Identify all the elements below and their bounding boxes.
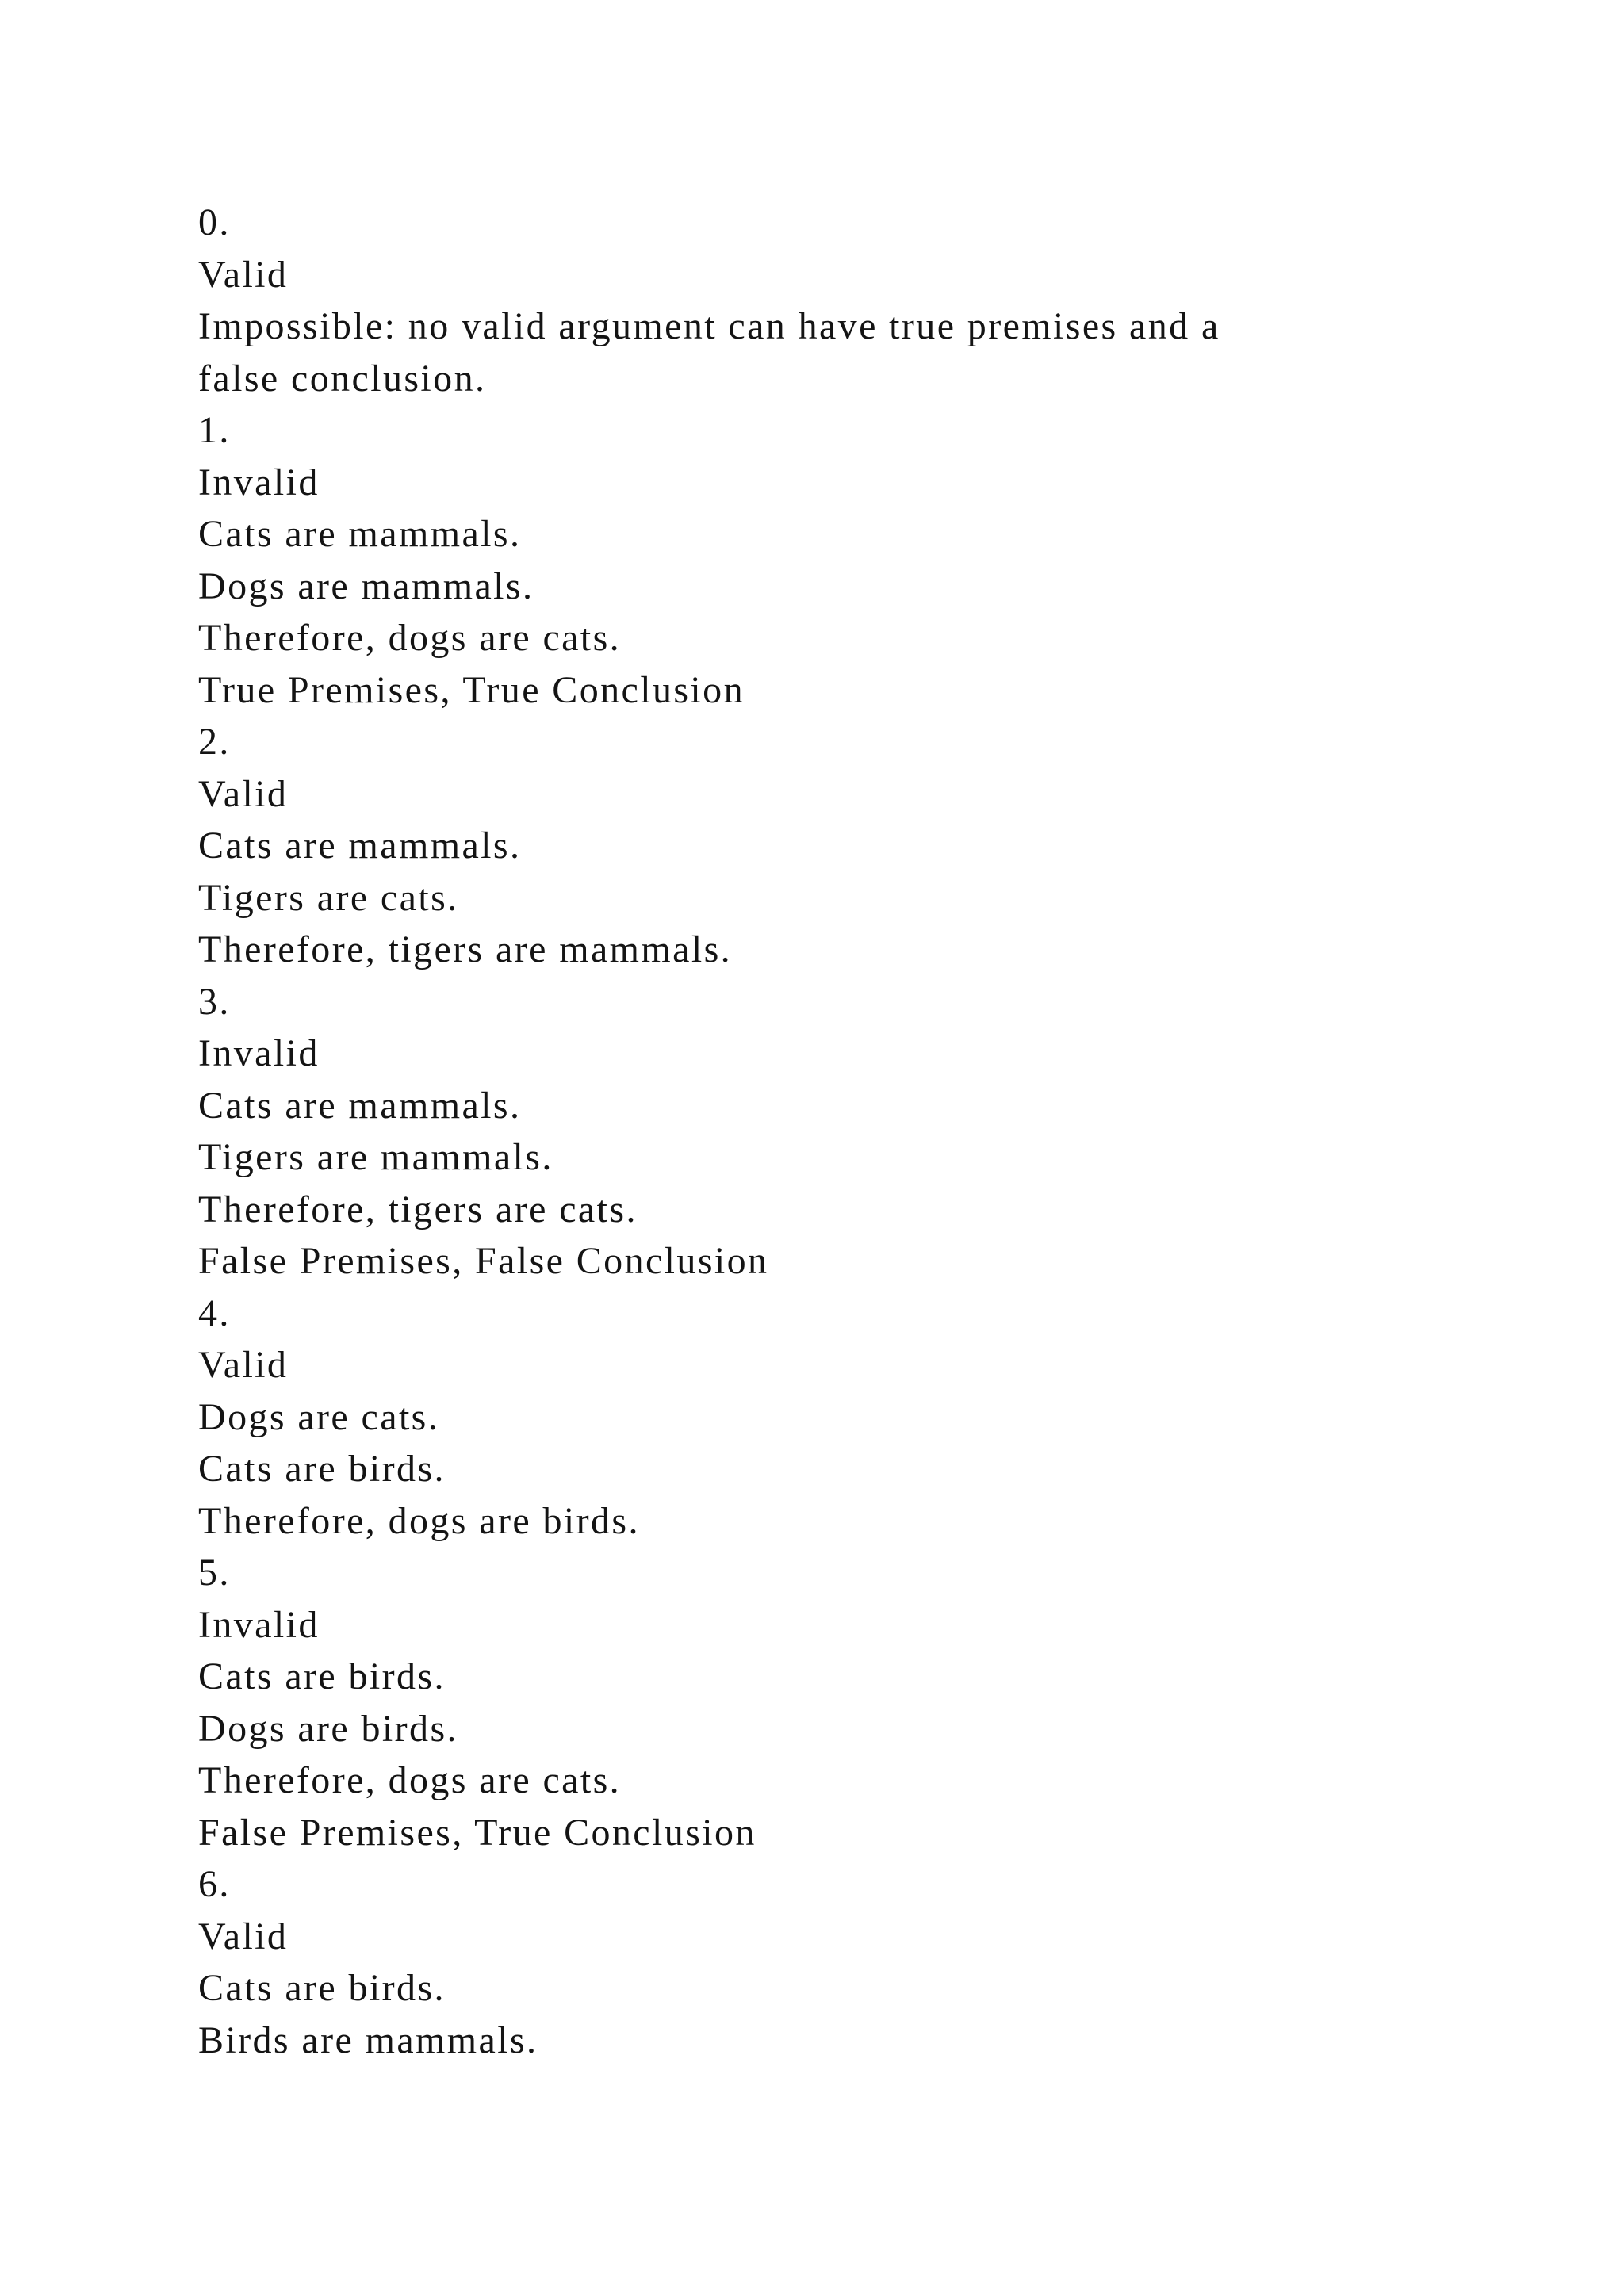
premise-line: Birds are mammals. [198,2019,538,2061]
conclusion-line: Therefore, tigers are cats. [198,1188,638,1230]
validity-label: Invalid [198,1603,320,1646]
item-number: 2. [198,721,231,763]
item-number: 5. [198,1552,231,1594]
item-number: 6. [198,1863,231,1905]
premise-line: Dogs are cats. [198,1395,440,1438]
validity-label: Valid [198,772,289,815]
premise-line: Cats are mammals. [198,513,522,555]
category-label: False Premises, False Conclusion [198,1240,769,1282]
validity-label: Invalid [198,1032,320,1074]
premise-line: Tigers are mammals. [198,1136,553,1178]
text-line: Impossible: no valid argument can have true premises and a [198,305,1220,347]
premise-line: Tigers are cats. [198,876,459,919]
conclusion-line: Therefore, tigers are mammals. [198,928,733,970]
validity-label: Valid [198,1344,289,1386]
category-label: False Premises, True Conclusion [198,1811,756,1854]
premise-line: Cats are birds. [198,1967,446,2009]
conclusion-line: Therefore, dogs are birds. [198,1499,640,1542]
premise-line: Dogs are mammals. [198,564,534,607]
category-label: True Premises, True Conclusion [198,668,745,711]
premise-line: Cats are mammals. [198,1084,522,1127]
premise-line: Cats are birds. [198,1448,446,1490]
item-number: 1. [198,409,231,451]
validity-label: Valid [198,253,289,296]
item-number: 4. [198,1292,231,1334]
document-body [198,197,1435,2066]
premise-line: Cats are birds. [198,1655,446,1697]
validity-label: Valid [198,1915,289,1957]
item-number: 0. [198,201,231,243]
text-line: false conclusion. [198,357,487,400]
validity-label: Invalid [198,461,320,503]
conclusion-line: Therefore, dogs are cats. [198,617,622,659]
item-number: 3. [198,980,231,1023]
premise-line: Dogs are birds. [198,1707,458,1750]
conclusion-line: Therefore, dogs are cats. [198,1759,622,1801]
premise-line: Cats are mammals. [198,825,522,867]
